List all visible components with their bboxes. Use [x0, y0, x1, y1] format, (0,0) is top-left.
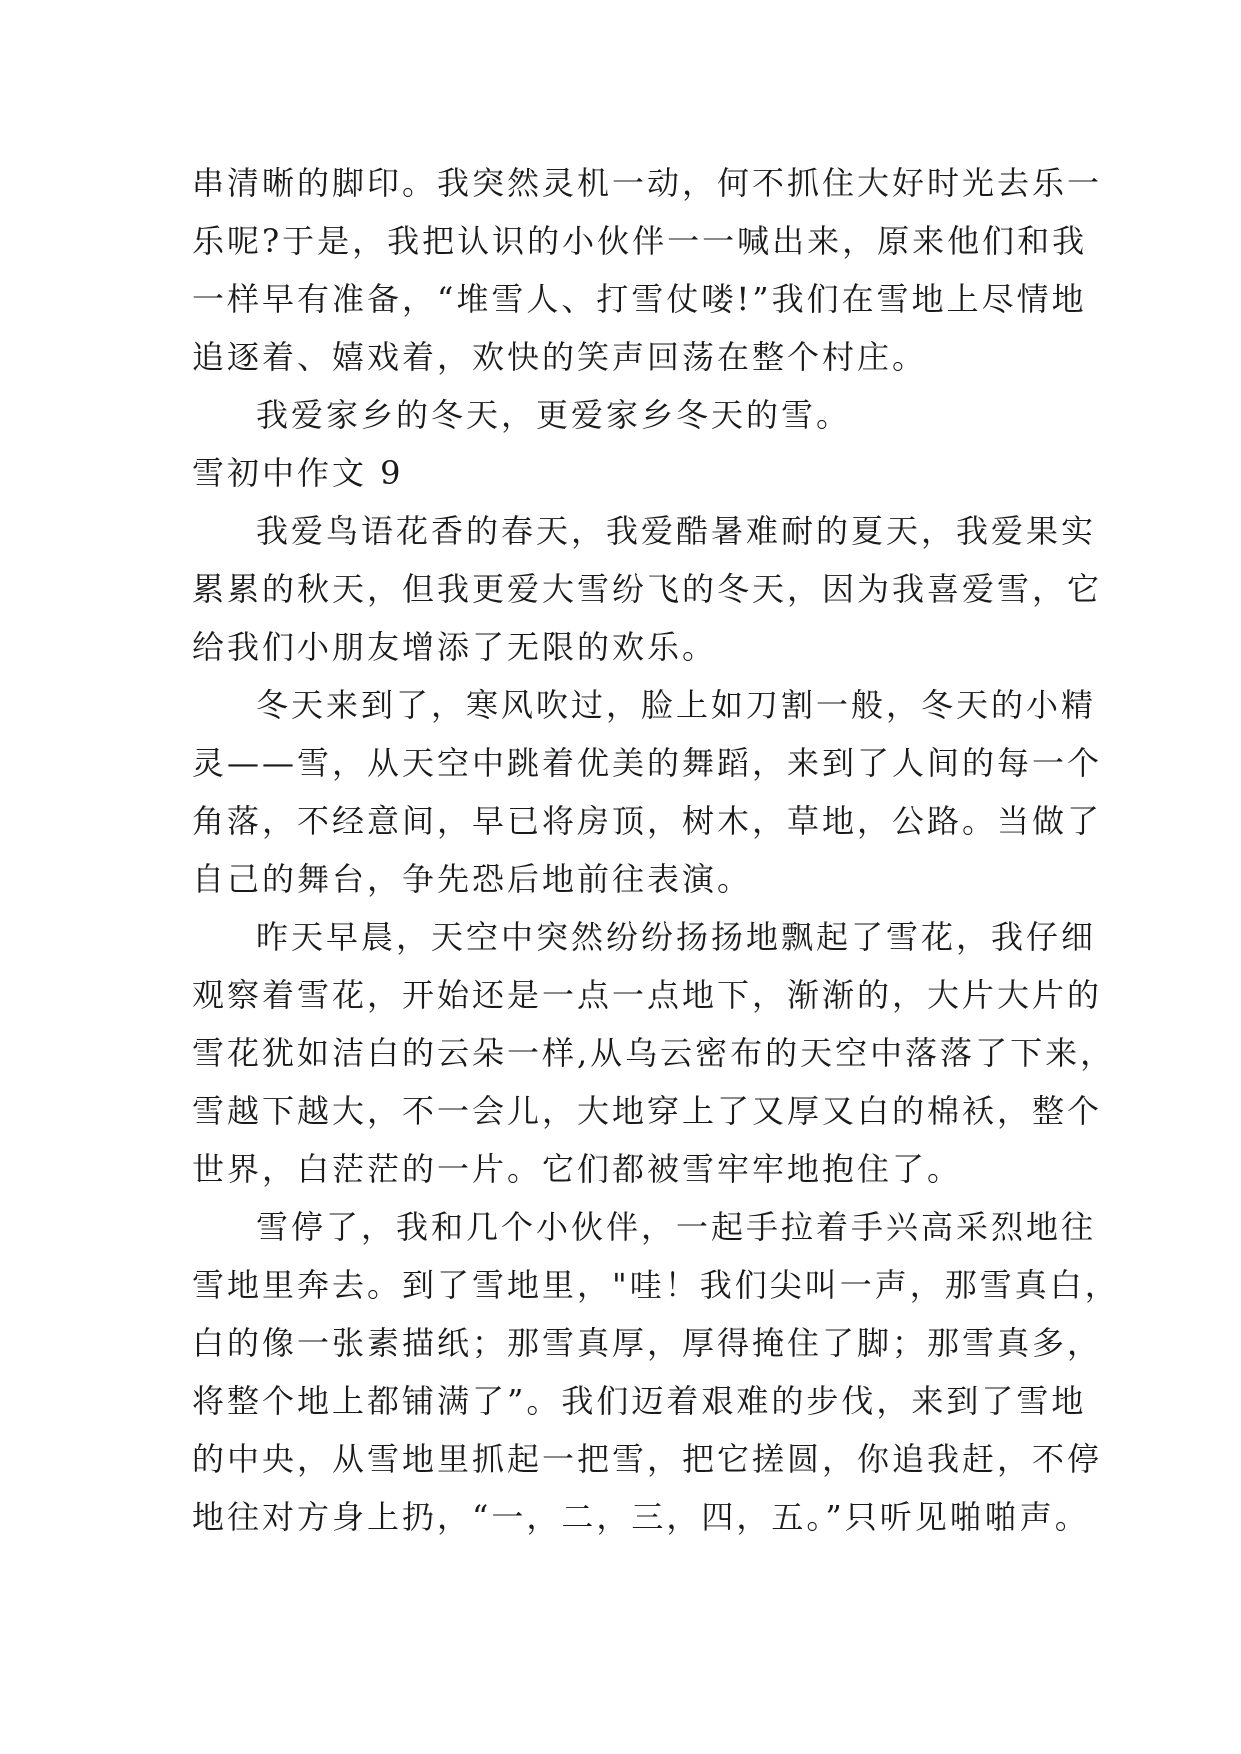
text-line: 雪地里奔去。到了雪地里，"哇！我们尖叫一声，那雪真白， — [192, 1266, 1120, 1304]
text-line: 将整个地上都铺满了”。我们迈着艰难的步伐，来到了雪地 — [192, 1382, 1087, 1420]
text-line: 追逐着、嬉戏着，欢快的笑声回荡在整个村庄。 — [192, 338, 928, 376]
text-line: 串清晰的脚印。我突然灵机一动，何不抓住大好时光去乐一 — [192, 164, 1103, 202]
text-line: 角落，不经意间，早已将房顶，树木，草地，公路。当做了 — [192, 802, 1103, 840]
text-line: 累累的秋天，但我更爱大雪纷飞的冬天，因为我喜爱雪，它 — [192, 570, 1103, 608]
text-line: 地往对方身上扔，“一，二，三，四，五。”只听见啪啪声。 — [192, 1498, 1090, 1536]
text-line: 雪越下越大，不一会儿，大地穿上了又厚又白的棉袄，整个 — [192, 1092, 1103, 1130]
text-line: 白的像一张素描纸；那雪真厚，厚得掩住了脚；那雪真多， — [192, 1324, 1103, 1362]
text-line: 昨天早晨，天空中突然纷纷扬扬地飘起了雪花，我仔细 — [256, 918, 1097, 956]
text-line: 观察着雪花，开始还是一点一点地下，渐渐的，大片大片的 — [192, 976, 1103, 1014]
text-line: 灵——雪，从天空中跳着优美的舞蹈，来到了人间的每一个 — [192, 744, 1103, 782]
text-line: 冬天来到了，寒风吹过，脸上如刀割一般，冬天的小精 — [256, 686, 1097, 724]
text-line: 自己的舞台，争先恐后地前往表演。 — [192, 860, 753, 898]
section-heading: 雪初中作文 9 — [192, 454, 404, 492]
text-line: 给我们小朋友增添了无限的欢乐。 — [192, 628, 718, 666]
text-line: 雪花犹如洁白的云朵一样,从乌云密布的天空中落落了下来， — [192, 1034, 1116, 1072]
document-body — [192, 154, 1120, 1546]
text-line: 一样早有准备，“堆雪人、打雪仗喽!”我们在雪地上尽情地 — [192, 280, 1087, 318]
text-line: 我爱家乡的冬天，更爱家乡冬天的雪。 — [256, 396, 852, 434]
text-line: 世界，白茫茫的一片。它们都被雪牢牢地抱住了。 — [192, 1150, 963, 1188]
text-line: 的中央，从雪地里抓起一把雪，把它搓圆，你追我赶，不停 — [192, 1440, 1103, 1478]
text-line: 雪停了，我和几个小伙伴，一起手拉着手兴高采烈地往 — [256, 1208, 1097, 1246]
text-line: 我爱鸟语花香的春天，我爱酷暑难耐的夏天，我爱果实 — [256, 512, 1097, 550]
text-line: 乐呢?于是，我把认识的小伙伴一一喊出来，原来他们和我 — [192, 222, 1088, 260]
